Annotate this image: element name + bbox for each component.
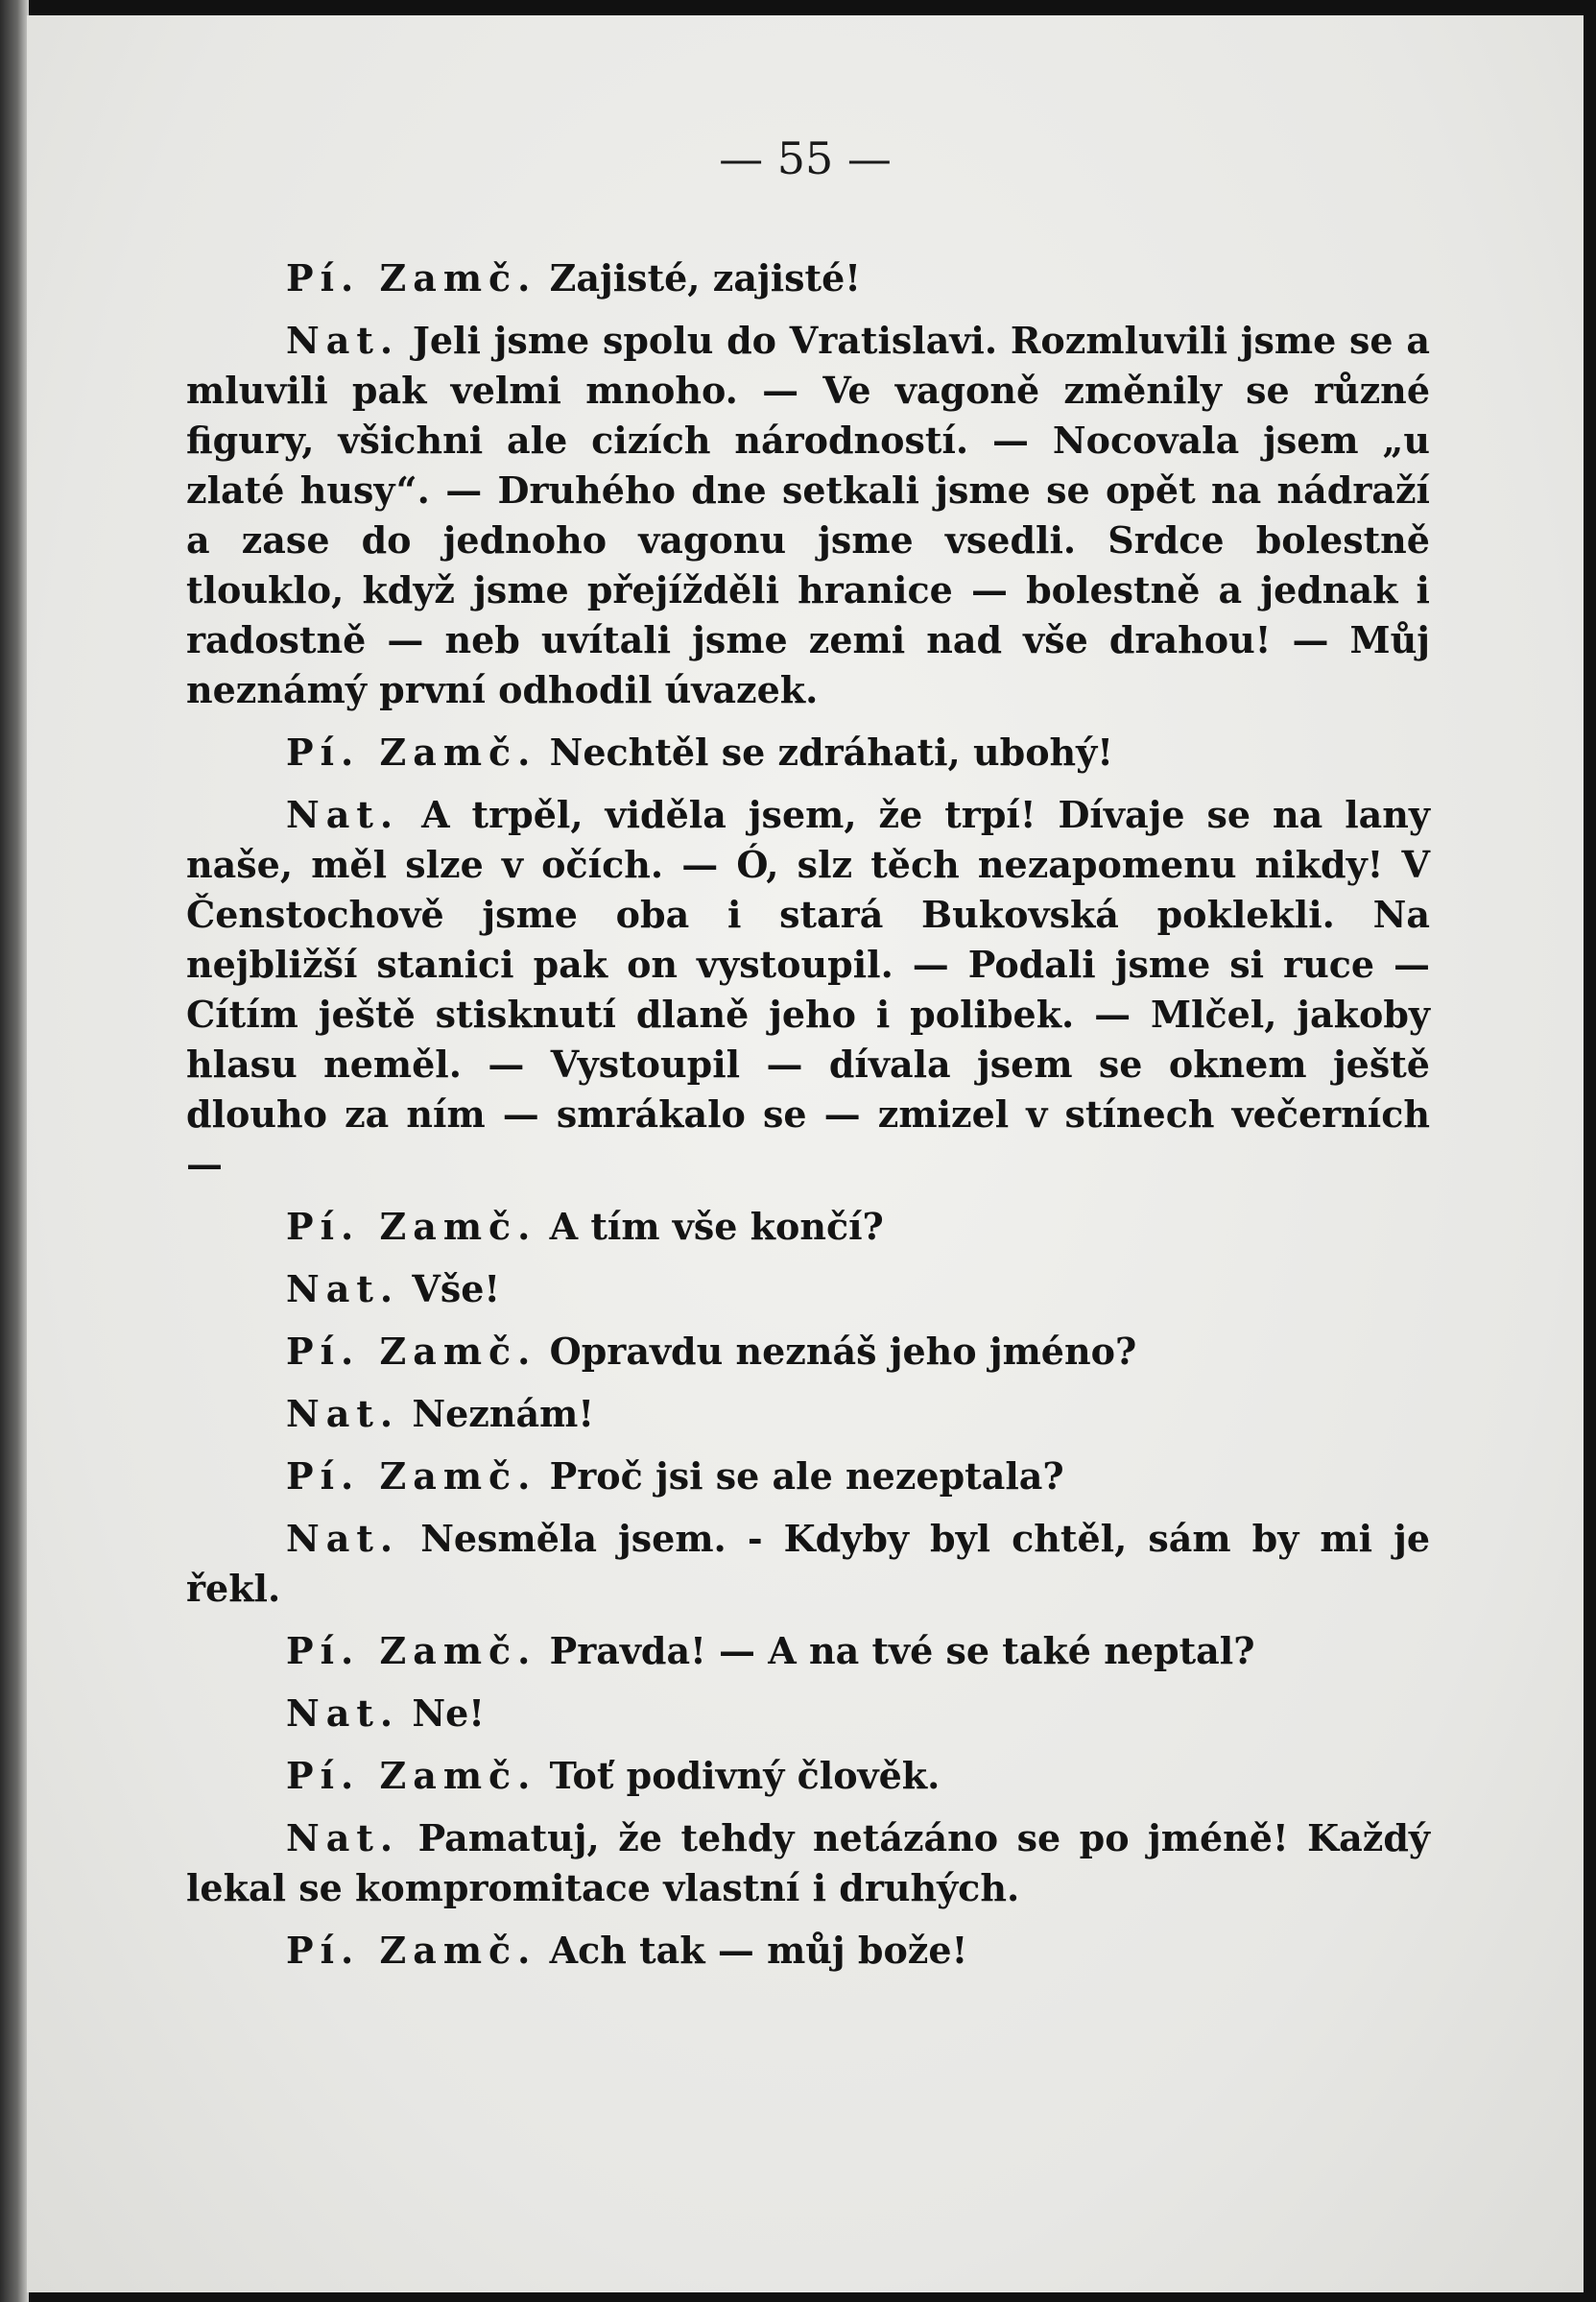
line-text: Ach tak — můj bože!	[536, 1929, 968, 1972]
dialogue-line	[186, 1202, 1430, 1252]
dialogue-line	[186, 316, 1430, 715]
dialogue-line	[186, 1327, 1430, 1377]
line-text: A tím vše končí?	[536, 1205, 884, 1248]
dialogue-line	[186, 1389, 1430, 1439]
speaker-label: Pí. Zamč.	[286, 1629, 537, 1672]
speaker-label: Nat.	[286, 319, 400, 362]
line-text: A trpěl, viděla jsem, že trpí! Dívaje se na lany naše, měl slze v očích. — Ó, slz těch nezapomenu nikdy! V Čenstochově jsme oba i stará Bukovská poklekli. Na nejbližší stanici pak on vystoupil. — Podali jsme si ruce — Cítím ještě stisknutí dlaně jeho i polibek. — Mlčel, jakoby hlasu neměl. — Vystoupil — dívala jsem se oknem ještě dlouho za ním — smrákalo se — zmizel v stínech večerních —	[186, 793, 1430, 1186]
book-page	[27, 15, 1584, 2292]
page-number: — 55 —	[719, 132, 892, 184]
scan-left-edge	[0, 0, 29, 2302]
speaker-label: Pí. Zamč.	[286, 731, 537, 774]
dialogue-line	[186, 1813, 1430, 1913]
speaker-label: Pí. Zamč.	[286, 1205, 537, 1248]
line-text: Toť podivný člověk.	[536, 1754, 941, 1797]
speaker-label: Nat.	[286, 1816, 400, 1859]
line-text: Proč jsi se ale nezeptala?	[536, 1454, 1064, 1498]
dialogue-line	[186, 790, 1430, 1189]
line-text: Jeli jsme spolu do Vratislavi. Rozmluvili jsme se a mluvili pak velmi mnoho. — Ve vagoně změnily se různé figury, všichni ale cizích národností. — Nocovala jsem „u zlaté husy“. — Druhého dne setkali jsme se opět na nádraží a zase do jednoho vagonu jsme vsedli. Srdce bolestně tlouklo, když jsme přejížděli hranice — bolestně a jednak i radostně — neb uvítali jsme zemi nad vše drahou! — Můj neznámý první odhodil úvazek.	[186, 319, 1430, 711]
line-text: Neznám!	[399, 1392, 594, 1435]
speaker-label: Pí. Zamč.	[286, 1754, 537, 1797]
line-text: Pravda! — A na tvé se také neptal?	[536, 1629, 1255, 1672]
line-text: Ne!	[399, 1691, 485, 1735]
line-text: Pamatuj, že tehdy netázáno se po jméně! Každý lekal se kompromitace vlastní i druhých.	[186, 1816, 1430, 1909]
speaker-label: Nat.	[286, 1517, 400, 1560]
speaker-label: Pí. Zamč.	[286, 1454, 537, 1498]
line-text: Nesměla jsem. - Kdyby byl chtěl, sám by mi je řekl.	[186, 1517, 1430, 1610]
speaker-label: Pí. Zamč.	[286, 1929, 537, 1972]
line-text: Zajisté, zajisté!	[536, 256, 861, 300]
line-text: Opravdu neznáš jeho jméno?	[536, 1330, 1137, 1373]
speaker-label: Pí. Zamč.	[286, 1330, 537, 1373]
speaker-label: Pí. Zamč.	[286, 256, 537, 300]
dialogue-line	[186, 1264, 1430, 1314]
speaker-label: Nat.	[286, 1691, 400, 1735]
line-text: Vše!	[399, 1267, 501, 1310]
dialogue-line	[186, 1689, 1430, 1738]
dialogue-text	[186, 253, 1430, 1976]
dialogue-line	[186, 728, 1430, 778]
dialogue-line	[186, 253, 1430, 303]
dialogue-line	[186, 1751, 1430, 1801]
dialogue-line	[186, 1514, 1430, 1614]
line-text: Nechtěl se zdráhati, ubohý!	[536, 731, 1113, 774]
dialogue-line	[186, 1451, 1430, 1501]
speaker-label: Nat.	[286, 1267, 400, 1310]
speaker-label: Nat.	[286, 793, 400, 836]
speaker-label: Nat.	[286, 1392, 400, 1435]
dialogue-line	[186, 1626, 1430, 1676]
dialogue-line	[186, 1926, 1430, 1976]
